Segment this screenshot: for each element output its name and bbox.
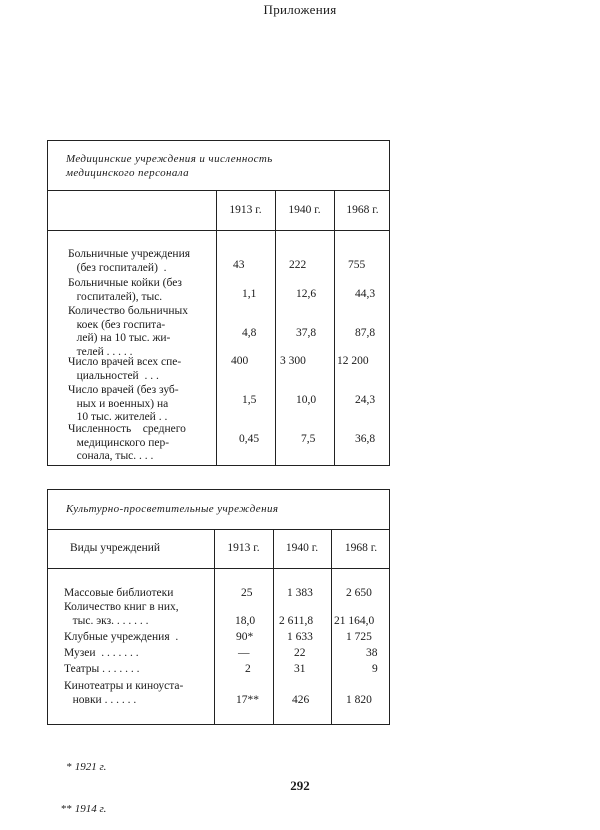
cell-value: 12,6 (296, 288, 317, 300)
cell-value: 2 650 (346, 587, 372, 599)
column-header: 1968 г. (346, 204, 379, 216)
cell-value: 1 820 (346, 694, 372, 706)
cell-value: 90* (236, 631, 254, 643)
cell-value: 38 (366, 647, 378, 659)
row-label: Численность среднего медицинского пер- сонала, тыс. . . . (68, 423, 186, 462)
cell-value: 10,0 (296, 394, 317, 406)
cell-value: 21 164,0 (334, 615, 375, 627)
cell-value: 2 (245, 663, 251, 675)
column-header: 1913 г. (229, 204, 262, 216)
cell-value: 24,3 (355, 394, 376, 406)
page-number: 292 (290, 778, 310, 793)
cell-value: 22 (294, 647, 306, 659)
column-rule (214, 530, 215, 724)
column-rule (216, 191, 217, 465)
medical-table (47, 140, 390, 466)
column-header: 1940 г. (288, 204, 321, 216)
cell-value: 1 633 (287, 631, 313, 643)
row-label: Количество больничных коек (без госпита- лей) на 10 тыс. жи- телей . . . . . (68, 305, 189, 358)
row-label: Количество книг в них, тыс. экз. . . . . . . (64, 601, 179, 627)
caption-line: медицинского персонала (66, 167, 189, 179)
row-label: Музеи . . . . . . . (64, 647, 139, 659)
column-rule (331, 530, 332, 724)
row-label: Больничные учреждения (без госпиталей) . (68, 248, 191, 274)
cell-value: — (238, 647, 250, 659)
cell-value: 4,8 (242, 327, 257, 339)
footnote-text: 1921 г. (74, 761, 107, 773)
cell-value: 43 (233, 259, 245, 271)
caption-line: Медицинские учреждения и численность (66, 153, 273, 165)
cell-value: 1,5 (242, 394, 257, 406)
cell-value: 36,8 (355, 433, 376, 445)
row-label: Массовые библиотеки (64, 587, 174, 599)
row-label: Число врачей всех спе- циальностей . . . (68, 356, 182, 382)
footnote (58, 760, 106, 774)
cell-value: 2 611,8 (279, 615, 314, 627)
header-rule (48, 230, 389, 231)
column-rule (275, 191, 276, 465)
cell-value: 1,1 (242, 288, 257, 300)
header-rule (48, 568, 389, 569)
cell-value: 3 300 (280, 355, 306, 367)
cell-value: 1 725 (346, 631, 372, 643)
cell-value: 44,3 (355, 288, 376, 300)
row-label: Больничные койки (без госпиталей), тыс. (68, 277, 182, 303)
footnote-mark: * (66, 761, 72, 773)
column-header: 1913 г. (227, 542, 260, 554)
cell-value: 7,5 (301, 433, 316, 445)
cell-value: 25 (241, 587, 253, 599)
running-head: Приложения (263, 2, 337, 17)
row-label: Число врачей (без зуб- ных и военных) на 10 тыс. жителей . . (68, 384, 179, 423)
cell-value: 31 (294, 663, 306, 675)
footnote-mark: ** (61, 803, 72, 815)
cell-value: 12 200 (337, 355, 369, 367)
cell-value: 0,45 (239, 433, 260, 445)
row-label: Театры . . . . . . . (64, 663, 140, 675)
cultural-table (47, 489, 390, 725)
cell-value: 755 (348, 259, 366, 271)
cell-value: 400 (231, 355, 249, 367)
cell-value: 426 (292, 694, 310, 706)
column-rule (273, 530, 274, 724)
column-header: 1940 г. (285, 542, 319, 554)
table-caption (48, 141, 389, 191)
column-header: 1968 г. (344, 542, 378, 554)
footnote (58, 802, 106, 816)
cell-value: 87,8 (355, 327, 376, 339)
footnote-text: 1914 г. (74, 803, 107, 815)
cell-value: 9 (372, 663, 378, 675)
cell-value: 18,0 (235, 615, 256, 627)
row-label: Клубные учреждения . (64, 631, 179, 643)
cell-value: 1 383 (287, 587, 313, 599)
cell-value: 37,8 (296, 327, 317, 339)
column-rule (334, 191, 335, 465)
cell-value: 17** (236, 694, 259, 706)
stub-header: Виды учреждений (70, 542, 161, 554)
table-caption: Культурно-просветительные учреждения (48, 490, 389, 530)
cell-value: 222 (289, 259, 307, 271)
row-label: Кинотеатры и киноуста- новки . . . . . . (64, 680, 184, 706)
